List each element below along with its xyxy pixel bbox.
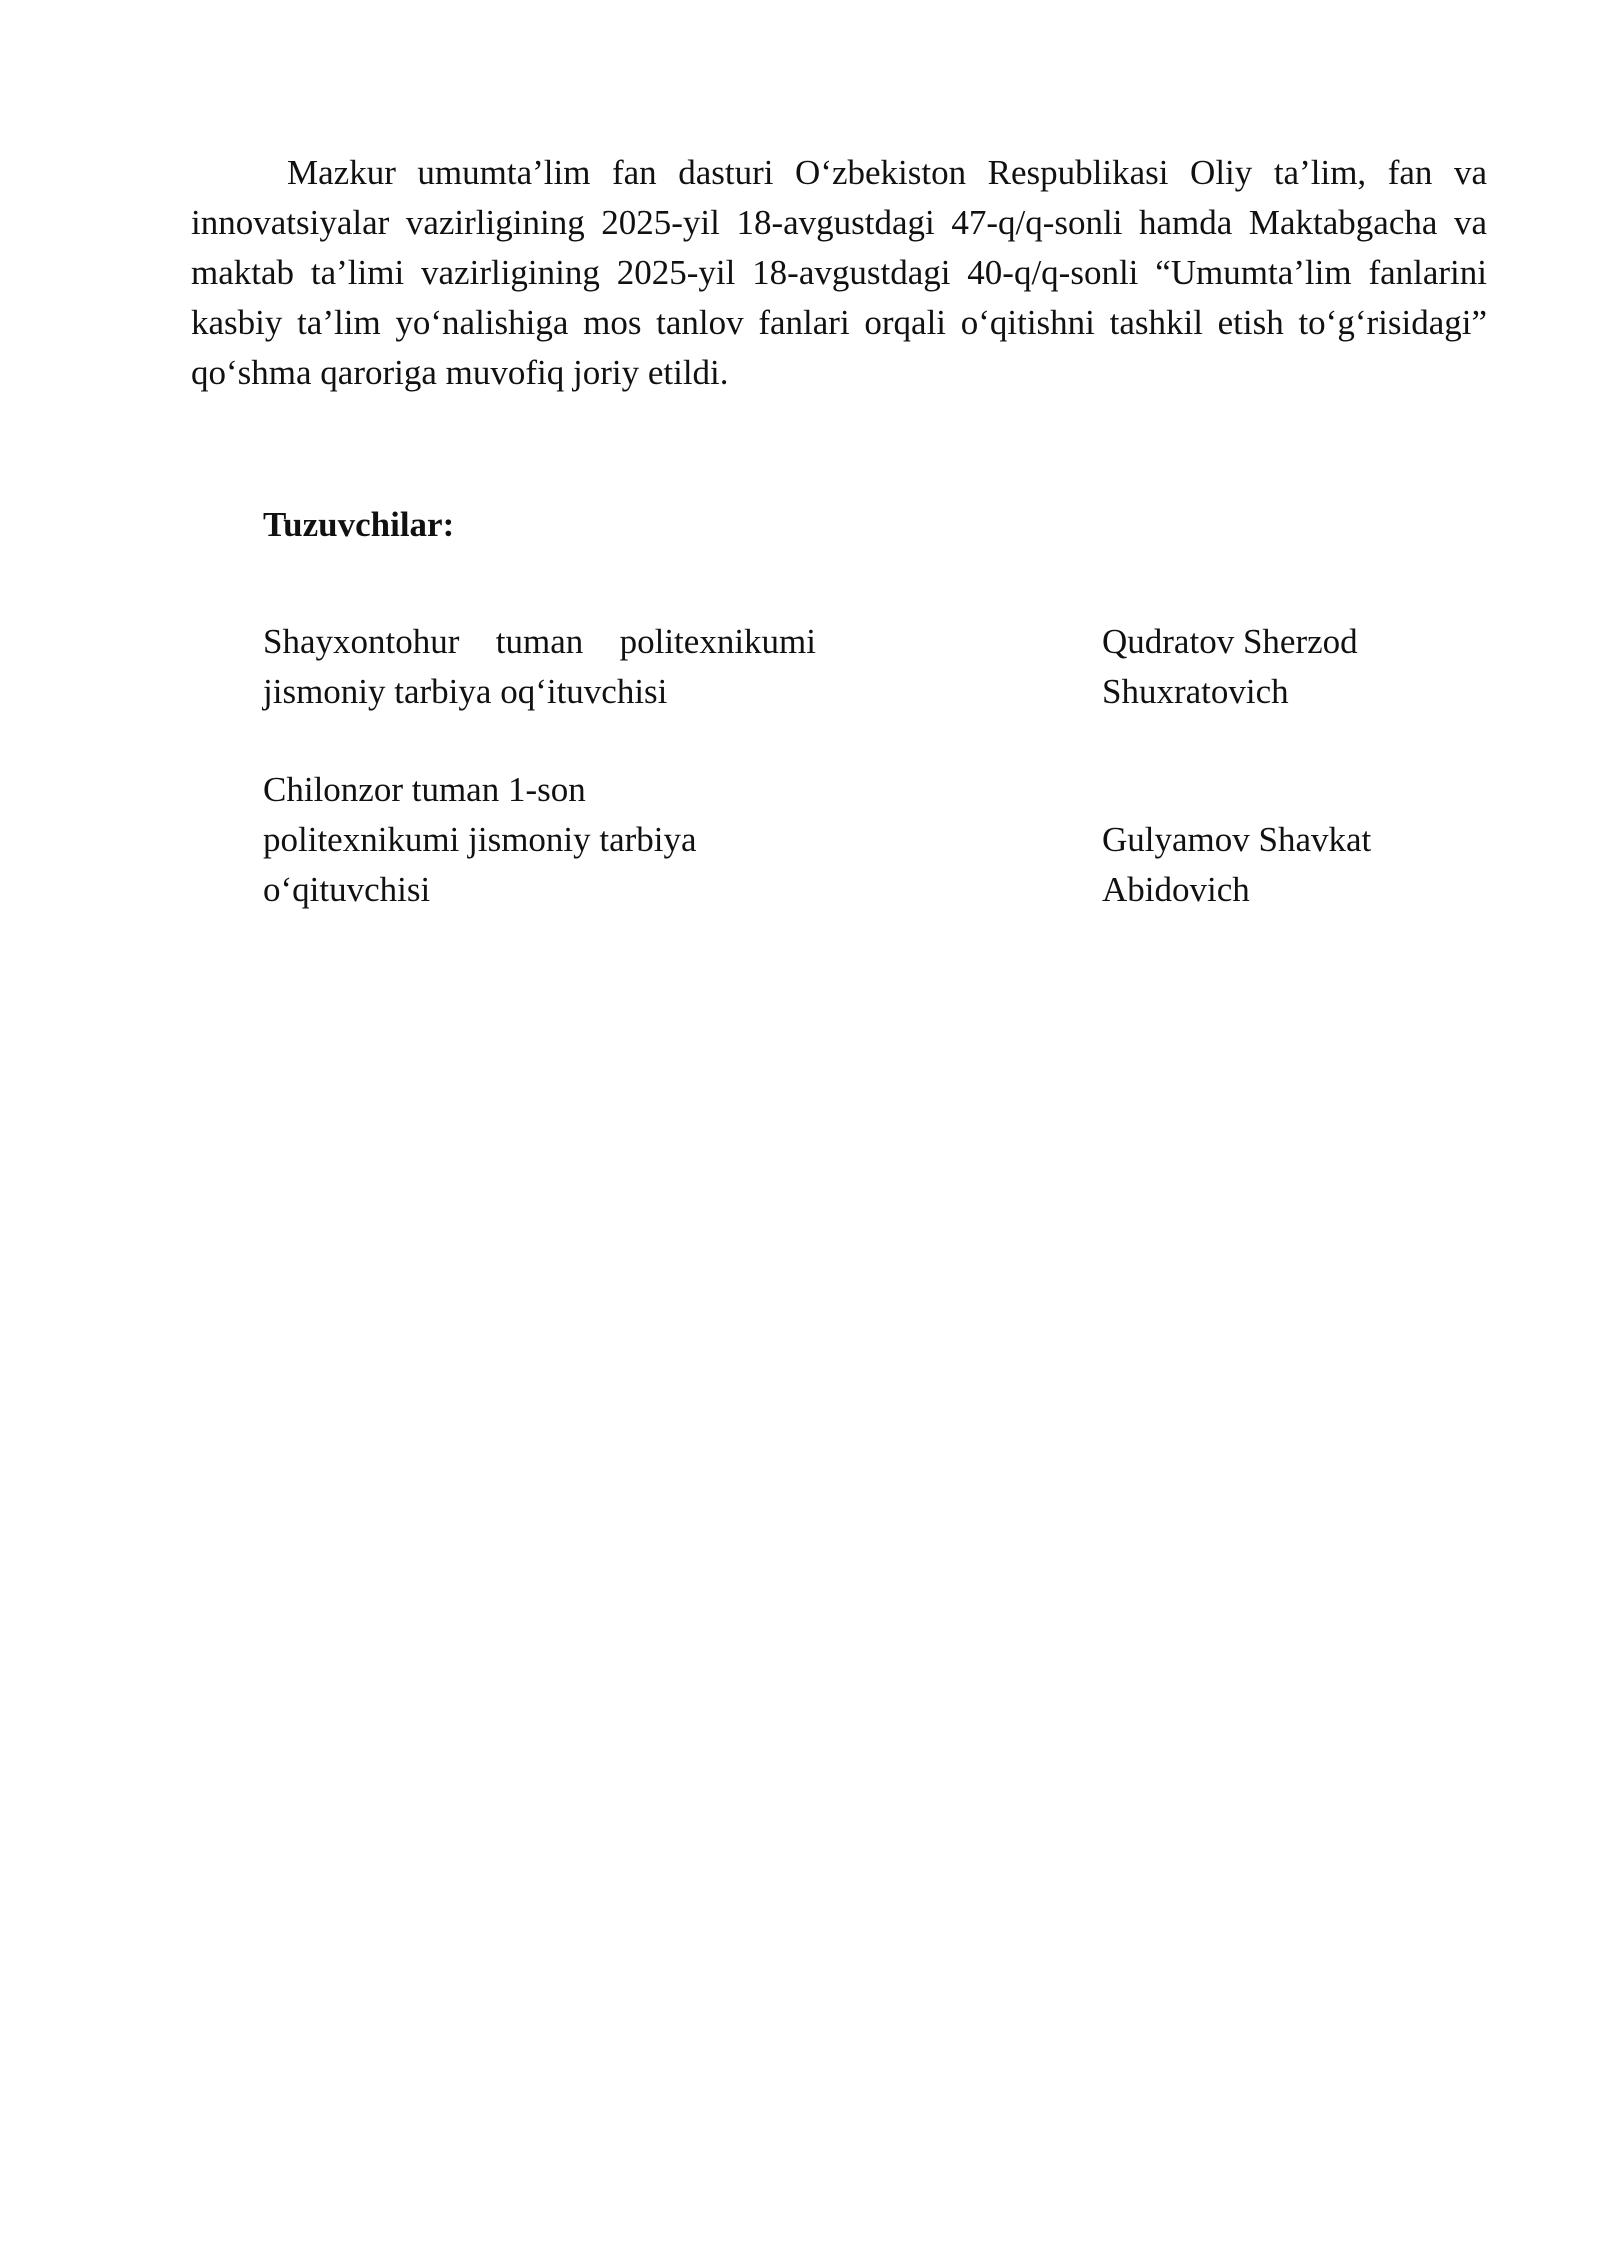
author-2-name-line-1: Gulyamov Shavkat xyxy=(1102,820,1372,859)
author-2-role xyxy=(263,765,697,915)
author-2-role-line-1: Chilonzor tuman 1-son xyxy=(263,770,586,809)
author-1-role-line-1: Shayxontohur tuman politexnikumi xyxy=(263,622,816,661)
author-1-role xyxy=(263,617,843,717)
author-2-role-line-2: politexnikumi jismoniy tarbiya xyxy=(263,820,697,859)
author-1-name xyxy=(1102,617,1358,717)
author-1-name-line-1: Qudratov Sherzod xyxy=(1102,622,1358,661)
author-2-name-line-2: Abidovich xyxy=(1102,870,1250,909)
author-2-role-line-3: o‘qituvchisi xyxy=(263,870,431,909)
authors-heading: Tuzuvchilar: xyxy=(263,505,455,544)
author-1-role-line-2: jismoniy tarbiya oq‘ituvchisi xyxy=(263,672,668,711)
author-1-name-line-2: Shuxratovich xyxy=(1102,672,1289,711)
author-2-name xyxy=(1102,815,1371,915)
intro-paragraph: Mazkur umumta’lim fan dasturi O‘zbekiston Respublikasi Oliy ta’lim, fan va innovatsiyalar vazirligining 2025-yil 18-avgustdagi 47-q/q-sonli hamda Maktabgacha va maktab ta’limi vazirligining 2025-yil 18-avgustdagi 40-q/q-sonli “Umumta’lim fanlarini kasbiy ta’lim yo‘nalishiga mos tanlov fanlari orqali o‘qitishni tashkil etish to‘g‘risidagi” qo‘shma qaroriga muvofiq joriy etildi. xyxy=(191,153,1487,392)
